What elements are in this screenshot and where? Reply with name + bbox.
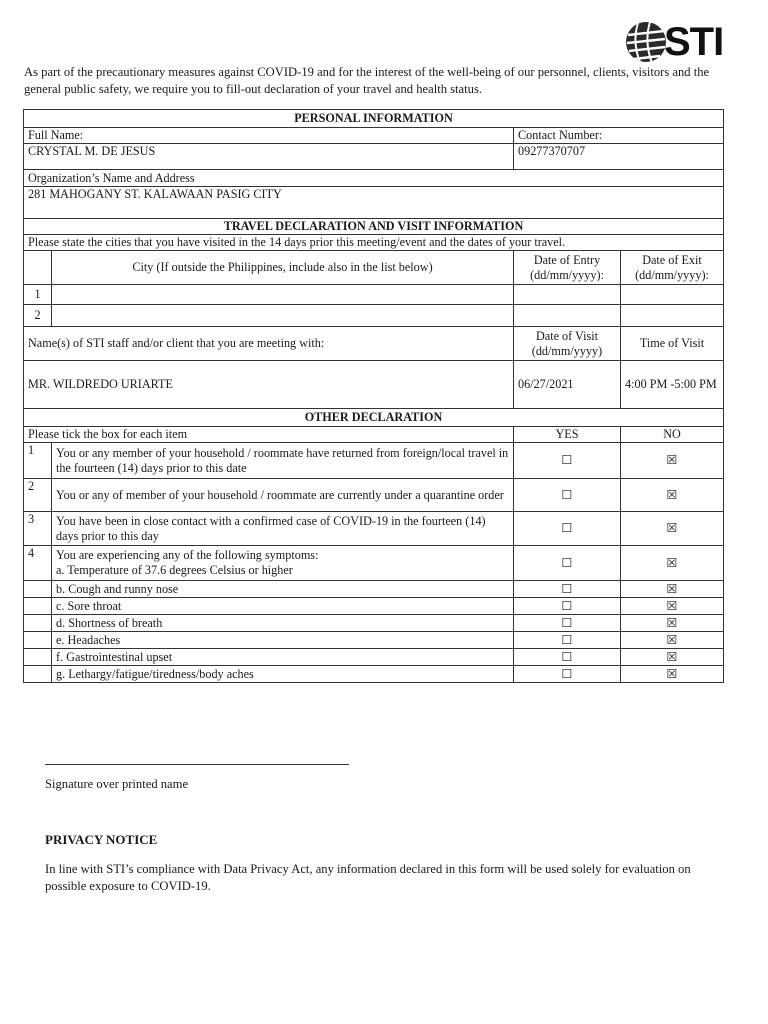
no-checkbox[interactable]: ☒ [621,615,724,632]
travel-number-header [24,251,52,285]
meeting-with-field[interactable]: MR. WILDREDO URIARTE [24,361,514,409]
no-checkbox[interactable]: ☒ [621,598,724,615]
full-name-field[interactable]: CRYSTAL M. DE JESUS [24,144,514,170]
time-of-visit-header: Time of Visit [621,327,724,361]
yes-checkbox[interactable]: ☐ [514,666,621,683]
declaration-number: 1 [24,443,52,479]
symptom-label: e. Headaches [52,632,514,649]
declaration-text: You or any member of your household / roommate have returned from foreign/local travel in the fourteen (14) days prior to this date [52,443,514,479]
symptom-number-cell [24,632,52,649]
yes-checkbox[interactable]: ☐ [514,632,621,649]
symptom-label: c. Sore throat [52,598,514,615]
declaration-text [52,546,514,581]
date-of-entry-field[interactable] [514,285,621,305]
yes-checkbox[interactable]: ☐ [514,479,621,512]
contact-number-label: Contact Number: [514,128,724,144]
symptom-number-cell [24,666,52,683]
yes-checkbox[interactable]: ☐ [514,598,621,615]
symptoms-intro: You are experiencing any of the following symptoms: [56,548,319,562]
declaration-number: 3 [24,512,52,546]
other-declaration-heading: OTHER DECLARATION [24,409,724,427]
yes-checkbox[interactable]: ☐ [514,649,621,666]
symptom-label: a. Temperature of 37.6 degrees Celsius or higher [56,563,293,577]
organization-field[interactable]: 281 MAHOGANY ST. KALAWAAN PASIG CITY [24,187,724,219]
declaration-form [23,109,724,683]
globe-icon [624,17,668,67]
contact-number-field[interactable]: 09277370707 [514,144,724,170]
privacy-notice-title: PRIVACY NOTICE [45,832,158,847]
no-checkbox[interactable]: ☒ [621,581,724,598]
no-checkbox[interactable]: ☒ [621,632,724,649]
symptom-number-cell [24,598,52,615]
no-checkbox[interactable]: ☒ [621,512,724,546]
date-of-visit-header: Date of Visit (dd/mm/yyyy) [514,327,621,361]
travel-row-number: 2 [24,305,52,327]
symptom-number-cell [24,615,52,632]
date-of-exit-header: Date of Exit (dd/mm/yyyy): [621,251,724,285]
travel-instruction: Please state the cities that you have visited in the 14 days prior this meeting/event and the dates of your travel. [24,235,724,251]
travel-row-number: 1 [24,285,52,305]
no-header: NO [621,427,724,443]
signature-label: Signature over printed name [45,777,189,791]
date-of-entry-header: Date of Entry (dd/mm/yyyy): [514,251,621,285]
date-of-exit-field[interactable] [621,305,724,327]
declaration-text: You or any of member of your household / roommate are currently under a quarantine order [52,479,514,512]
organization-label: Organization’s Name and Address [24,170,724,187]
city-field[interactable] [52,305,514,327]
yes-checkbox[interactable]: ☐ [514,615,621,632]
city-field[interactable] [52,285,514,305]
declaration-number: 2 [24,479,52,512]
signature-line[interactable] [45,764,349,765]
symptom-label: f. Gastrointestinal upset [52,649,514,666]
full-name-label: Full Name: [24,128,514,144]
privacy-notice-text: In line with STI’s compliance with Data Privacy Act, any information declared in this form will be used solely for evaluation on possible exposure to COVID-19. [45,862,691,893]
date-of-visit-field[interactable]: 06/27/2021 [514,361,621,409]
yes-checkbox[interactable]: ☐ [514,512,621,546]
yes-checkbox[interactable]: ☐ [514,546,621,581]
city-header: City (If outside the Philippines, include also in the list below) [52,251,514,285]
declaration-text: You have been in close contact with a confirmed case of COVID-19 in the fourteen (14) days prior to this day [52,512,514,546]
date-of-entry-field[interactable] [514,305,621,327]
time-of-visit-field[interactable]: 4:00 PM -5:00 PM [621,361,724,409]
tick-instruction: Please tick the box for each item [24,427,514,443]
yes-checkbox[interactable]: ☐ [514,443,621,479]
symptom-label: d. Shortness of breath [52,615,514,632]
symptom-label: b. Cough and runny nose [52,581,514,598]
no-checkbox[interactable]: ☒ [621,666,724,683]
personal-info-heading: PERSONAL INFORMATION [24,110,724,128]
yes-checkbox[interactable]: ☐ [514,581,621,598]
no-checkbox[interactable]: ☒ [621,649,724,666]
meeting-with-label: Name(s) of STI staff and/or client that you are meeting with: [24,327,514,361]
no-checkbox[interactable]: ☒ [621,443,724,479]
symptom-label: g. Lethargy/fatigue/tiredness/body aches [52,666,514,683]
declaration-number: 4 [24,546,52,581]
yes-header: YES [514,427,621,443]
sti-logo [624,16,724,68]
intro-text: As part of the precautionary measures against COVID-19 and for the interest of the well-being of our personnel, clients, visitors and the general public safety, we require you to fill-out declaration of your travel and health status. [24,65,710,96]
no-checkbox[interactable]: ☒ [621,546,724,581]
date-of-exit-field[interactable] [621,285,724,305]
symptom-number-cell [24,649,52,666]
logo-text: STI [664,20,724,64]
no-checkbox[interactable]: ☒ [621,479,724,512]
travel-heading: TRAVEL DECLARATION AND VISIT INFORMATION [24,219,724,235]
symptom-number-cell [24,581,52,598]
